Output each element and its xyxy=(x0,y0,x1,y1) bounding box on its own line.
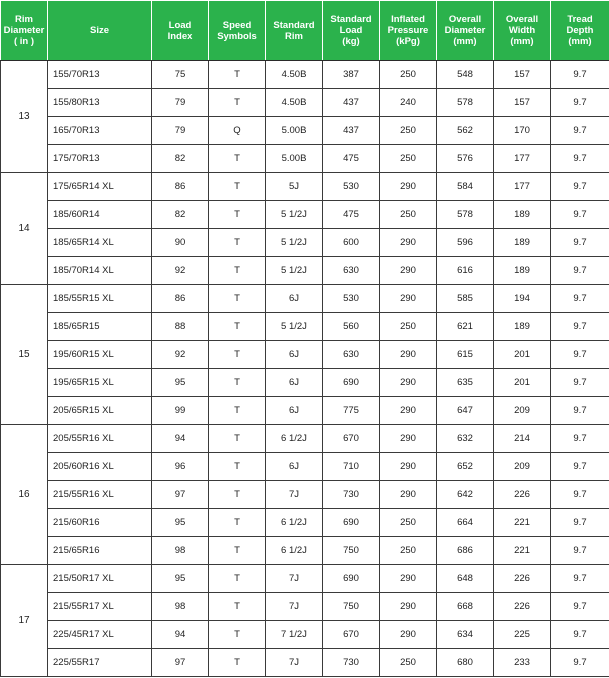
standard-rim-cell: 6J xyxy=(266,369,323,397)
overall-width-cell: 177 xyxy=(494,173,551,201)
column-header-tread-depth xyxy=(551,1,609,61)
overall-width-cell: 214 xyxy=(494,425,551,453)
standard-load-cell: 690 xyxy=(323,509,380,537)
table-row xyxy=(1,593,609,621)
tread-depth-cell: 9.7 xyxy=(551,481,609,509)
speed-symbol-cell: T xyxy=(209,89,266,117)
column-header-size xyxy=(48,1,152,61)
standard-load-cell: 530 xyxy=(323,173,380,201)
load-index-cell: 92 xyxy=(152,257,209,285)
table-row xyxy=(1,257,609,285)
tread-depth-cell: 9.7 xyxy=(551,201,609,229)
inflated-pressure-cell: 250 xyxy=(380,509,437,537)
table-row xyxy=(1,61,609,89)
speed-symbol-cell: T xyxy=(209,201,266,229)
tread-depth-cell: 9.7 xyxy=(551,173,609,201)
tread-depth-cell: 9.7 xyxy=(551,341,609,369)
speed-symbol-cell: Q xyxy=(209,117,266,145)
overall-diameter-cell: 621 xyxy=(437,313,494,341)
load-index-cell: 92 xyxy=(152,341,209,369)
standard-rim-cell: 7 1/2J xyxy=(266,621,323,649)
load-index-cell: 97 xyxy=(152,481,209,509)
overall-diameter-cell: 642 xyxy=(437,481,494,509)
inflated-pressure-cell: 250 xyxy=(380,145,437,173)
overall-diameter-cell: 596 xyxy=(437,229,494,257)
inflated-pressure-cell: 250 xyxy=(380,117,437,145)
load-index-cell: 97 xyxy=(152,649,209,677)
column-header-line: Overall xyxy=(448,14,482,25)
size-cell: 195/65R15 XL xyxy=(48,369,152,397)
overall-diameter-cell: 616 xyxy=(437,257,494,285)
overall-width-cell: 226 xyxy=(494,481,551,509)
column-header-line: Diameter xyxy=(444,25,486,36)
inflated-pressure-cell: 290 xyxy=(380,229,437,257)
load-index-cell: 96 xyxy=(152,453,209,481)
standard-rim-cell: 5.00B xyxy=(266,117,323,145)
standard-rim-cell: 7J xyxy=(266,565,323,593)
tread-depth-cell: 9.7 xyxy=(551,89,609,117)
standard-rim-cell: 6 1/2J xyxy=(266,509,323,537)
column-header-line: Width xyxy=(508,25,536,36)
overall-width-cell: 226 xyxy=(494,565,551,593)
tread-depth-cell: 9.7 xyxy=(551,453,609,481)
size-cell: 205/55R16 XL xyxy=(48,425,152,453)
inflated-pressure-cell: 290 xyxy=(380,621,437,649)
size-cell: 215/60R16 xyxy=(48,509,152,537)
column-header-line: Standard xyxy=(330,14,372,25)
inflated-pressure-cell: 250 xyxy=(380,201,437,229)
speed-symbol-cell: T xyxy=(209,537,266,565)
column-header-line: ( in ) xyxy=(13,36,35,47)
speed-symbol-cell: T xyxy=(209,341,266,369)
column-header-line: Diameter xyxy=(3,25,45,36)
overall-diameter-cell: 635 xyxy=(437,369,494,397)
standard-load-cell: 670 xyxy=(323,425,380,453)
standard-load-cell: 690 xyxy=(323,565,380,593)
column-header-line: Size xyxy=(89,25,109,36)
rim-diameter-cell: 14 xyxy=(1,173,48,285)
table-body xyxy=(1,61,609,677)
overall-width-cell: 209 xyxy=(494,453,551,481)
size-cell: 215/55R16 XL xyxy=(48,481,152,509)
size-cell: 215/50R17 XL xyxy=(48,565,152,593)
size-cell: 185/65R15 xyxy=(48,313,152,341)
standard-rim-cell: 5 1/2J xyxy=(266,201,323,229)
standard-rim-cell: 4.50B xyxy=(266,61,323,89)
inflated-pressure-cell: 240 xyxy=(380,89,437,117)
overall-width-cell: 201 xyxy=(494,369,551,397)
table-row xyxy=(1,313,609,341)
tread-depth-cell: 9.7 xyxy=(551,425,609,453)
overall-diameter-cell: 648 xyxy=(437,565,494,593)
standard-load-cell: 730 xyxy=(323,481,380,509)
standard-rim-cell: 5J xyxy=(266,173,323,201)
standard-load-cell: 710 xyxy=(323,453,380,481)
overall-width-cell: 201 xyxy=(494,341,551,369)
standard-load-cell: 750 xyxy=(323,537,380,565)
table-row xyxy=(1,201,609,229)
inflated-pressure-cell: 290 xyxy=(380,173,437,201)
standard-load-cell: 475 xyxy=(323,145,380,173)
table-header xyxy=(1,1,609,61)
column-header-rim-diameter xyxy=(1,1,48,61)
load-index-cell: 82 xyxy=(152,201,209,229)
standard-load-cell: 775 xyxy=(323,397,380,425)
load-index-cell: 94 xyxy=(152,621,209,649)
table-row xyxy=(1,537,609,565)
speed-symbol-cell: T xyxy=(209,593,266,621)
standard-rim-cell: 6 1/2J xyxy=(266,537,323,565)
rim-diameter-cell: 16 xyxy=(1,425,48,565)
tread-depth-cell: 9.7 xyxy=(551,509,609,537)
table-row xyxy=(1,565,609,593)
table-row xyxy=(1,649,609,677)
overall-diameter-cell: 680 xyxy=(437,649,494,677)
column-header-line: (mm) xyxy=(568,36,592,47)
standard-rim-cell: 7J xyxy=(266,593,323,621)
tread-depth-cell: 9.7 xyxy=(551,369,609,397)
inflated-pressure-cell: 290 xyxy=(380,397,437,425)
standard-rim-cell: 7J xyxy=(266,481,323,509)
table-row xyxy=(1,397,609,425)
overall-width-cell: 157 xyxy=(494,89,551,117)
load-index-cell: 95 xyxy=(152,565,209,593)
overall-diameter-cell: 615 xyxy=(437,341,494,369)
size-cell: 195/60R15 XL xyxy=(48,341,152,369)
load-index-cell: 90 xyxy=(152,229,209,257)
rim-diameter-cell: 17 xyxy=(1,565,48,677)
overall-width-cell: 221 xyxy=(494,537,551,565)
inflated-pressure-cell: 250 xyxy=(380,649,437,677)
standard-rim-cell: 6J xyxy=(266,397,323,425)
speed-symbol-cell: T xyxy=(209,425,266,453)
tread-depth-cell: 9.7 xyxy=(551,537,609,565)
standard-load-cell: 437 xyxy=(323,89,380,117)
overall-width-cell: 177 xyxy=(494,145,551,173)
load-index-cell: 99 xyxy=(152,397,209,425)
standard-rim-cell: 7J xyxy=(266,649,323,677)
standard-rim-cell: 6 1/2J xyxy=(266,425,323,453)
column-header-line: Load xyxy=(168,19,192,31)
table-row xyxy=(1,341,609,369)
tread-depth-cell: 9.7 xyxy=(551,621,609,649)
overall-diameter-cell: 562 xyxy=(437,117,494,145)
table-row xyxy=(1,509,609,537)
size-cell: 185/70R14 XL xyxy=(48,257,152,285)
table-row xyxy=(1,117,609,145)
load-index-cell: 82 xyxy=(152,145,209,173)
overall-diameter-cell: 668 xyxy=(437,593,494,621)
size-cell: 205/60R16 XL xyxy=(48,453,152,481)
overall-width-cell: 209 xyxy=(494,397,551,425)
size-cell: 215/55R17 XL xyxy=(48,593,152,621)
speed-symbol-cell: T xyxy=(209,61,266,89)
load-index-cell: 75 xyxy=(152,61,209,89)
load-index-cell: 79 xyxy=(152,89,209,117)
column-header-line: (kPg) xyxy=(396,36,420,47)
column-header-standard-rim xyxy=(266,1,323,61)
tread-depth-cell: 9.7 xyxy=(551,285,609,313)
overall-diameter-cell: 686 xyxy=(437,537,494,565)
size-cell: 205/65R15 XL xyxy=(48,397,152,425)
load-index-cell: 86 xyxy=(152,285,209,313)
table-row xyxy=(1,453,609,481)
speed-symbol-cell: T xyxy=(209,173,266,201)
speed-symbol-cell: T xyxy=(209,369,266,397)
overall-diameter-cell: 578 xyxy=(437,89,494,117)
size-cell: 155/80R13 xyxy=(48,89,152,117)
standard-load-cell: 600 xyxy=(323,229,380,257)
standard-load-cell: 437 xyxy=(323,117,380,145)
overall-diameter-cell: 664 xyxy=(437,509,494,537)
column-header-load-index xyxy=(152,1,209,61)
overall-width-cell: 194 xyxy=(494,285,551,313)
column-header-line: Inflated xyxy=(391,14,425,25)
table-row xyxy=(1,369,609,397)
table-row xyxy=(1,481,609,509)
tread-depth-cell: 9.7 xyxy=(551,229,609,257)
column-header-line: Standard xyxy=(273,19,315,31)
standard-load-cell: 387 xyxy=(323,61,380,89)
standard-rim-cell: 5.00B xyxy=(266,145,323,173)
size-cell: 215/65R16 xyxy=(48,537,152,565)
standard-rim-cell: 5 1/2J xyxy=(266,313,323,341)
inflated-pressure-cell: 250 xyxy=(380,537,437,565)
tread-depth-cell: 9.7 xyxy=(551,117,609,145)
speed-symbol-cell: T xyxy=(209,565,266,593)
column-header-line: Rim xyxy=(15,14,33,25)
size-cell: 165/70R13 xyxy=(48,117,152,145)
inflated-pressure-cell: 290 xyxy=(380,369,437,397)
overall-width-cell: 225 xyxy=(494,621,551,649)
overall-diameter-cell: 548 xyxy=(437,61,494,89)
overall-diameter-cell: 647 xyxy=(437,397,494,425)
column-header-standard-load xyxy=(323,1,380,61)
standard-load-cell: 630 xyxy=(323,257,380,285)
table-row xyxy=(1,229,609,257)
overall-width-cell: 226 xyxy=(494,593,551,621)
overall-width-cell: 189 xyxy=(494,229,551,257)
size-cell: 185/60R14 xyxy=(48,201,152,229)
column-header-line: Depth xyxy=(566,25,594,36)
inflated-pressure-cell: 290 xyxy=(380,341,437,369)
tread-depth-cell: 9.7 xyxy=(551,313,609,341)
speed-symbol-cell: T xyxy=(209,649,266,677)
load-index-cell: 79 xyxy=(152,117,209,145)
inflated-pressure-cell: 290 xyxy=(380,285,437,313)
speed-symbol-cell: T xyxy=(209,229,266,257)
inflated-pressure-cell: 290 xyxy=(380,453,437,481)
overall-diameter-cell: 634 xyxy=(437,621,494,649)
size-cell: 155/70R13 xyxy=(48,61,152,89)
column-header-line: (mm) xyxy=(453,36,477,47)
overall-diameter-cell: 576 xyxy=(437,145,494,173)
standard-load-cell: 730 xyxy=(323,649,380,677)
standard-load-cell: 560 xyxy=(323,313,380,341)
inflated-pressure-cell: 290 xyxy=(380,593,437,621)
column-header-overall-width xyxy=(494,1,551,61)
rim-diameter-cell: 13 xyxy=(1,61,48,173)
column-header-line: Pressure xyxy=(387,25,429,36)
table-row xyxy=(1,621,609,649)
table-row xyxy=(1,173,609,201)
overall-width-cell: 221 xyxy=(494,509,551,537)
speed-symbol-cell: T xyxy=(209,481,266,509)
inflated-pressure-cell: 290 xyxy=(380,257,437,285)
inflated-pressure-cell: 290 xyxy=(380,481,437,509)
size-cell: 185/55R15 XL xyxy=(48,285,152,313)
rim-diameter-cell: 15 xyxy=(1,285,48,425)
standard-load-cell: 630 xyxy=(323,341,380,369)
inflated-pressure-cell: 250 xyxy=(380,313,437,341)
size-cell: 185/65R14 XL xyxy=(48,229,152,257)
column-header-line: Rim xyxy=(285,30,303,42)
standard-rim-cell: 5 1/2J xyxy=(266,257,323,285)
load-index-cell: 94 xyxy=(152,425,209,453)
column-header-inflated-pressure xyxy=(380,1,437,61)
size-cell: 225/45R17 XL xyxy=(48,621,152,649)
column-header-line: Tread xyxy=(567,14,593,25)
column-header-overall-diameter xyxy=(437,1,494,61)
size-cell: 175/65R14 XL xyxy=(48,173,152,201)
tread-depth-cell: 9.7 xyxy=(551,593,609,621)
tread-depth-cell: 9.7 xyxy=(551,145,609,173)
speed-symbol-cell: T xyxy=(209,621,266,649)
column-header-line: Speed xyxy=(222,19,252,31)
column-header-line: Overall xyxy=(505,14,539,25)
standard-rim-cell: 6J xyxy=(266,453,323,481)
header-row xyxy=(1,1,609,61)
column-header-line: Index xyxy=(167,30,193,42)
inflated-pressure-cell: 250 xyxy=(380,61,437,89)
standard-load-cell: 750 xyxy=(323,593,380,621)
load-index-cell: 95 xyxy=(152,509,209,537)
overall-diameter-cell: 585 xyxy=(437,285,494,313)
column-header-line: Symbols xyxy=(217,30,257,42)
tread-depth-cell: 9.7 xyxy=(551,257,609,285)
standard-load-cell: 690 xyxy=(323,369,380,397)
load-index-cell: 95 xyxy=(152,369,209,397)
table-row xyxy=(1,285,609,313)
overall-diameter-cell: 632 xyxy=(437,425,494,453)
standard-load-cell: 530 xyxy=(323,285,380,313)
inflated-pressure-cell: 290 xyxy=(380,565,437,593)
load-index-cell: 98 xyxy=(152,593,209,621)
standard-rim-cell: 5 1/2J xyxy=(266,229,323,257)
standard-rim-cell: 6J xyxy=(266,341,323,369)
load-index-cell: 86 xyxy=(152,173,209,201)
column-header-line: (kg) xyxy=(342,36,360,47)
overall-diameter-cell: 578 xyxy=(437,201,494,229)
standard-rim-cell: 6J xyxy=(266,285,323,313)
table-row xyxy=(1,89,609,117)
speed-symbol-cell: T xyxy=(209,285,266,313)
tread-depth-cell: 9.7 xyxy=(551,565,609,593)
tread-depth-cell: 9.7 xyxy=(551,61,609,89)
inflated-pressure-cell: 290 xyxy=(380,425,437,453)
tread-depth-cell: 9.7 xyxy=(551,397,609,425)
overall-width-cell: 170 xyxy=(494,117,551,145)
column-header-line: (mm) xyxy=(510,36,534,47)
speed-symbol-cell: T xyxy=(209,397,266,425)
standard-load-cell: 670 xyxy=(323,621,380,649)
table-row xyxy=(1,145,609,173)
overall-width-cell: 189 xyxy=(494,257,551,285)
speed-symbol-cell: T xyxy=(209,453,266,481)
overall-width-cell: 189 xyxy=(494,313,551,341)
overall-width-cell: 189 xyxy=(494,201,551,229)
overall-diameter-cell: 652 xyxy=(437,453,494,481)
standard-rim-cell: 4.50B xyxy=(266,89,323,117)
column-header-line: Load xyxy=(339,25,363,36)
load-index-cell: 98 xyxy=(152,537,209,565)
speed-symbol-cell: T xyxy=(209,145,266,173)
overall-width-cell: 233 xyxy=(494,649,551,677)
load-index-cell: 88 xyxy=(152,313,209,341)
size-cell: 225/55R17 xyxy=(48,649,152,677)
overall-width-cell: 157 xyxy=(494,61,551,89)
speed-symbol-cell: T xyxy=(209,257,266,285)
overall-diameter-cell: 584 xyxy=(437,173,494,201)
standard-load-cell: 475 xyxy=(323,201,380,229)
size-cell: 175/70R13 xyxy=(48,145,152,173)
table-row xyxy=(1,425,609,453)
tread-depth-cell: 9.7 xyxy=(551,649,609,677)
speed-symbol-cell: T xyxy=(209,313,266,341)
column-header-speed-symbols xyxy=(209,1,266,61)
speed-symbol-cell: T xyxy=(209,509,266,537)
